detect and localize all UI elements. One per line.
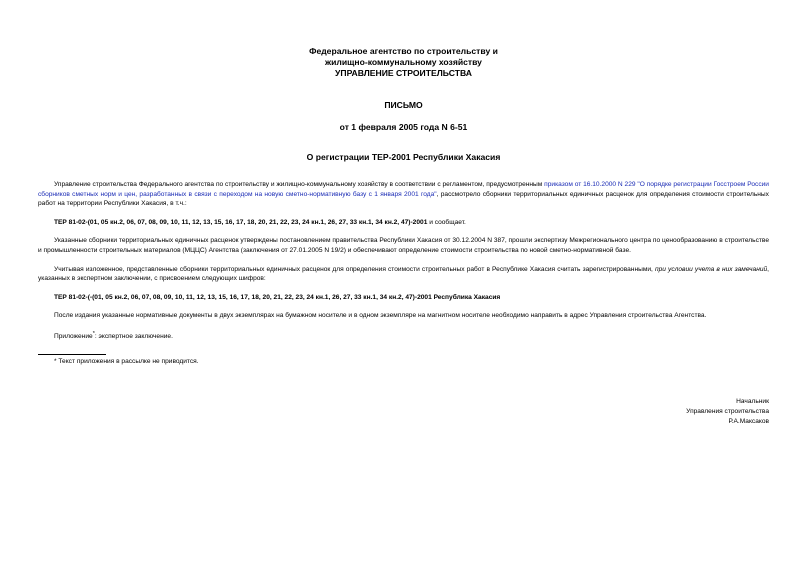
document-type: ПИСЬМО bbox=[384, 100, 423, 110]
paragraph-1 bbox=[38, 180, 769, 209]
attachment-footnote-mark: * bbox=[92, 330, 95, 337]
paragraph-2 bbox=[38, 218, 769, 228]
footnote: * Текст приложения в рассылке не приводится. bbox=[54, 357, 199, 365]
document-date: от 1 февраля 2005 года N 6-51 bbox=[339, 122, 468, 132]
letterhead bbox=[0, 46, 807, 79]
signature-name: Р.А.Максаков bbox=[728, 418, 769, 425]
signature-line-1: Начальник bbox=[736, 398, 769, 405]
document-body bbox=[38, 180, 769, 366]
letterhead-line-1: Федеральное агентство по строительству и bbox=[309, 46, 498, 56]
paragraph-4-post: , указанных в экспертном заключении, с присвоением следующих шифров: bbox=[38, 265, 769, 283]
letterhead-line-2: жилищно-коммунальному хозяйству bbox=[325, 57, 482, 67]
order-link[interactable]: приказом от 16.10.2000 N 229 "О порядке регистрации Госстроем России сборников сметных норм и цен, разработанных в связи с переходом на новую сметно-нормативную базу с 1 января 2001 года" bbox=[38, 181, 769, 198]
document-subject: О регистрации ТЕР-2001 Республики Хакасия bbox=[306, 152, 501, 162]
signature-line-2: Управления строительства bbox=[686, 408, 769, 415]
ter-code-list: ТЕР 81-02-(01, 05 кн.2, 06, 07, 08, 09, 10, 11, 12, 13, 15, 16, 17, 18, 20, 21, 22, 23, 24 кн.1, 26, 27, 33 кн.1, 34 кн.2, 47)-2001 bbox=[54, 218, 428, 226]
attachment-text: : экспертное заключение. bbox=[94, 333, 173, 341]
attachment-label: Приложение bbox=[54, 333, 93, 341]
paragraph-1-post: , рассмотрело сборники территориальных единичных расценок для определения стоимости строительных работ на территории Республики Хакасия, в т.ч.: bbox=[38, 190, 769, 208]
paragraph-4 bbox=[38, 265, 769, 284]
paragraph-4-pre: Учитывая изложенное, представленные сборники территориальных единичных расценок для определения стоимости строительных работ в Республике Хакасия считать зарегистрированными, bbox=[54, 265, 655, 273]
letterhead-line-3: УПРАВЛЕНИЕ СТРОИТЕЛЬСТВА bbox=[335, 68, 472, 78]
signature-block bbox=[686, 397, 769, 427]
paragraph-1-pre: Управление строительства Федерального агентства по строительству и жилищно-коммунальному хозяйству в соответствии с регламентом, предусмотренным bbox=[54, 181, 545, 188]
footnote-divider bbox=[38, 354, 106, 355]
paragraph-4-italic: при условии учета в них замечаний bbox=[654, 265, 768, 273]
paragraph-6: После издания указанные нормативные документы в двух экземплярах на бумажном носителе и в одном экземпляре на магнитном носителе необходимо направить в адрес Управления строительства Агентства. bbox=[54, 312, 707, 320]
paragraph-3: Указанные сборники территориальных единичных расценок утверждены постановлением правительства Республики Хакасия от 30.12.2004 N 387, прошли экспертизу Межрегионального центра по ценообразованию в строительстве и промышленности строительных материалов (МЦЦС) Агентства (заключения от 27.01.2005 N 19/2) и обеспечивают определение стоимости строительства по новой сметно-нормативной базе. bbox=[38, 237, 769, 254]
paragraph-7 bbox=[38, 330, 769, 342]
paragraph-5: ТЕР 81-02-(-(01, 05 кн.2, 06, 07, 08, 09, 10, 11, 12, 13, 15, 16, 17, 18, 20, 21, 22, 23, 24 кн.1, 26, 27, 33 кн.1, 34 кн.2, 47)-2001 Республика Хакасия bbox=[54, 293, 501, 301]
paragraph-2-post: и сообщает. bbox=[427, 218, 466, 226]
